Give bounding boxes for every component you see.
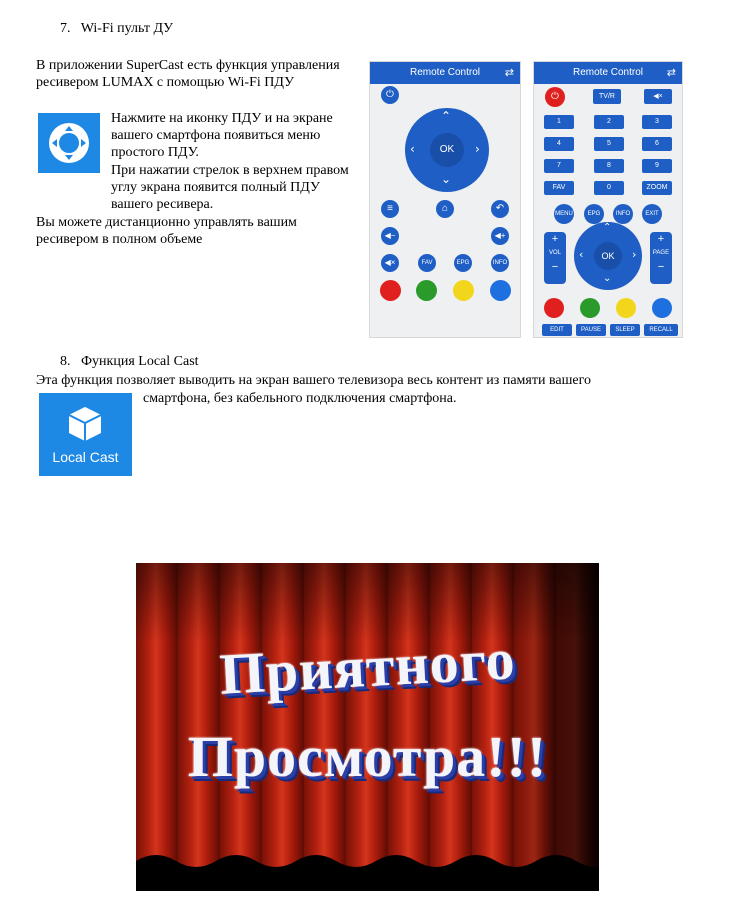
vol-plus-icon: +: [551, 233, 559, 245]
zoom-button[interactable]: ZOOM: [642, 181, 672, 195]
blue-button[interactable]: [490, 280, 511, 301]
remote-title: Remote Control: [409, 67, 481, 78]
full-epg-button[interactable]: EPG: [584, 204, 604, 224]
sleep-button[interactable]: SLEEP: [610, 324, 640, 336]
greeting-line-1: Приятного: [218, 626, 517, 707]
page-rocker[interactable]: [650, 232, 672, 284]
arrow-left-icon[interactable]: ‹: [410, 142, 415, 156]
greeting-line-2: Просмотра!!!: [187, 724, 548, 789]
volume-up-icon[interactable]: ◀+: [491, 227, 509, 245]
full-info-button[interactable]: INFO: [613, 204, 633, 224]
swap-arrows-icon[interactable]: ⇄: [504, 67, 514, 79]
arrow-right-icon[interactable]: ›: [475, 142, 480, 156]
full-yellow-button[interactable]: [616, 298, 636, 318]
section-7-paragraph-1: Нажмите на иконку ПДУ и на экране вашего смартфона появиться меню простого ПДУ.: [111, 111, 333, 160]
remote-title-bar: [370, 62, 520, 84]
full-power-button[interactable]: ⏻: [545, 87, 565, 107]
cube-icon: [39, 401, 132, 451]
greeting-banner: [136, 563, 599, 891]
info-button[interactable]: INFO: [491, 254, 509, 272]
num-4-button[interactable]: 4: [544, 137, 574, 151]
section-7-intro: В приложении SuperCast есть функция управления ресивером LUMAX с помощью Wi-Fi ПДУ: [36, 58, 340, 90]
section-8-title: Функция Local Cast: [81, 354, 199, 369]
volume-down-icon[interactable]: ◀−: [381, 227, 399, 245]
full-remote-title-bar: [534, 62, 682, 84]
full-arrow-up-icon[interactable]: ⌃: [603, 222, 612, 233]
full-remote-title: Remote Control: [572, 67, 644, 78]
remote-app-icon[interactable]: [38, 113, 100, 173]
full-remote-screenshot: [533, 61, 683, 338]
num-2-button[interactable]: 2: [594, 115, 624, 129]
full-green-button[interactable]: [580, 298, 600, 318]
page-minus-icon: −: [657, 261, 665, 273]
vol-rocker[interactable]: [544, 232, 566, 284]
local-cast-app-icon[interactable]: [39, 393, 132, 476]
num-8-button[interactable]: 8: [594, 159, 624, 173]
page-plus-icon: +: [657, 233, 665, 245]
full-ok-button[interactable]: OK: [594, 242, 622, 270]
green-button[interactable]: [416, 280, 437, 301]
section-8-heading: [60, 354, 199, 370]
section-8-line-2: смартфона, без кабельного подключения смартфона.: [143, 391, 457, 406]
full-blue-button[interactable]: [652, 298, 672, 318]
menu-icon[interactable]: ≡: [381, 200, 399, 218]
full-mute-icon[interactable]: ◀×: [644, 89, 672, 104]
section-8-line-1: Эта функция позволяет выводить на экран вашего телевизора весь контент из памяти вашего: [36, 373, 591, 388]
edit-button[interactable]: EDIT: [542, 324, 572, 336]
num-5-button[interactable]: 5: [594, 137, 624, 151]
section-7-paragraph-3: Вы можете дистанционно управлять вашим ресивером в полном объеме: [36, 215, 297, 247]
full-arrow-right-icon[interactable]: ›: [632, 248, 637, 261]
back-icon[interactable]: ↶: [491, 200, 509, 218]
simple-remote-screenshot: [369, 61, 521, 338]
power-button[interactable]: ⏻: [381, 86, 399, 104]
mute-icon[interactable]: ◀×: [381, 254, 399, 272]
full-fav-button[interactable]: FAV: [544, 181, 574, 195]
num-9-button[interactable]: 9: [642, 159, 672, 173]
section-7-paragraph-2: При нажатии стрелок в верхнем правом углу экрана появится полный ПДУ вашего ресивера.: [111, 163, 349, 212]
vol-label: VOL: [548, 250, 561, 256]
tvr-button[interactable]: TV/R: [593, 89, 621, 104]
section-7-number: 7.: [60, 21, 71, 36]
page-label: PAGE: [652, 250, 670, 256]
epg-button[interactable]: EPG: [454, 254, 472, 272]
remote-dpad-icon: [38, 113, 100, 173]
num-1-button[interactable]: 1: [544, 115, 574, 129]
section-7-paragraph-2a: [111, 162, 361, 213]
home-icon[interactable]: ⌂: [436, 200, 454, 218]
ok-button[interactable]: OK: [430, 133, 464, 167]
pause-button[interactable]: PAUSE: [576, 324, 606, 336]
red-button[interactable]: [380, 280, 401, 301]
section-7-title: Wi-Fi пульт ДУ: [80, 21, 174, 36]
num-6-button[interactable]: 6: [642, 137, 672, 151]
arrow-up-icon[interactable]: ⌃: [441, 109, 452, 123]
vol-minus-icon: −: [551, 261, 559, 273]
num-0-button[interactable]: 0: [594, 181, 624, 195]
section-8-number: 8.: [60, 354, 71, 369]
full-red-button[interactable]: [544, 298, 564, 318]
section-7-heading: [60, 21, 173, 37]
yellow-button[interactable]: [453, 280, 474, 301]
exit-button[interactable]: EXIT: [642, 204, 662, 224]
full-swap-arrows-icon[interactable]: ⇄: [666, 67, 676, 79]
fav-button[interactable]: FAV: [418, 254, 436, 272]
num-3-button[interactable]: 3: [642, 115, 672, 129]
arrow-down-icon[interactable]: ⌄: [441, 172, 452, 186]
local-cast-label: Local Cast: [52, 449, 119, 465]
recall-button[interactable]: RECALL: [644, 324, 678, 336]
curtain-bottom-valance: [136, 841, 599, 891]
full-arrow-left-icon[interactable]: ‹: [579, 248, 584, 261]
num-7-button[interactable]: 7: [544, 159, 574, 173]
menu-button[interactable]: MENU: [554, 204, 574, 224]
full-arrow-down-icon[interactable]: ⌄: [603, 273, 612, 284]
